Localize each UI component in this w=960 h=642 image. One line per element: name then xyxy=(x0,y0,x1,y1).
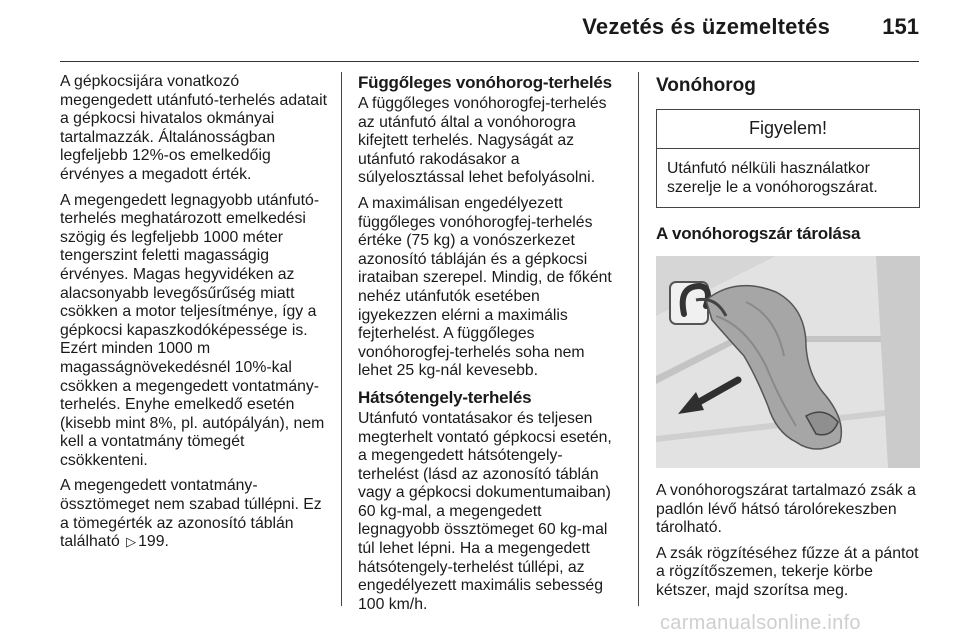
heading-vertical-load: Függőleges vonóhorog-terhelés xyxy=(358,73,612,92)
towbar-bag-illustration xyxy=(656,256,920,468)
column-divider-1 xyxy=(341,72,342,606)
page-reference-arrow-icon: ▷ xyxy=(126,534,137,550)
paragraph-altitude: A megengedett legnagyobb utánfutó-terhelés meghatározott emelkedési szögig és legfeljebb 1000 méter tengerszint feletti magasságig érvényes. Magas hegyvidéken az alacsonyabb levegősűrűség miatt csökken a motor teljesítménye, így a gépkocsi kapaszkodóképessége is. Ezért minden 1000 m magasságnövekedésnél 10%-kal csökken a megengedett vontatmány-terhelés. Enyhe emelkedő esetén (kisebb mint 8%, pl. autópályán), nem kell a vontatmány tömegét csökkenteni. xyxy=(60,191,325,469)
page-reference-number: 199. xyxy=(138,533,169,551)
paragraph-trailer-load: A gépkocsijára vonatkozó megengedett utánfutó-terhelés adatait a gépkocsi hivatalos okmányai tartalmazzák. Általánosságban legfeljebb 12%-os emelkedőig érvényes a megadott érték. xyxy=(60,73,327,183)
watermark: carmanualsonline.info xyxy=(660,612,861,634)
paragraph-vertical-load-max: A maximálisan engedélyezett függőleges vonóhorogfej-terhelés értéke (75 kg) a vonószerkezet azonosító tábláján és a gépkocsi irataiban szerepel. Mindig, de főként nehéz utánfutók esetében igyekezzen elérni a maximális fejterhelést. A függőleges vonóhorogfej-terhelés soha nem lehet 25 kg-nál kevesebb. xyxy=(358,194,612,380)
paragraph-strap-fastening: A zsák rögzítéséhez fűzze át a pántot a rögzítőszemen, tekerje körbe kétszer, majd szorítsa meg. xyxy=(656,544,919,599)
notice-title: Figyelem! xyxy=(657,110,919,149)
column-divider-2 xyxy=(638,72,639,606)
column-2 xyxy=(358,73,620,621)
heading-rear-axle-load: Hátsótengely-terhelés xyxy=(358,387,532,407)
paragraph-gross-weight-text: A megengedett vontatmány-össztömeget nem szabad túllépni. Ez a tömegérték az azonosító táblán található xyxy=(60,477,322,551)
paragraph-gross-weight xyxy=(60,477,328,551)
heading-towbar-storage: A vonóhorogszár tárolása xyxy=(656,224,861,243)
towbar-bag-icon xyxy=(656,256,920,468)
running-header-title: Vezetés és üzemeltetés xyxy=(582,14,830,39)
notice-body: Utánfutó nélküli használatkor szerelje le a vonóhorogszárat. xyxy=(667,160,878,196)
column-1 xyxy=(60,73,328,559)
page-number: 151 xyxy=(882,14,919,39)
notice-box xyxy=(656,109,920,208)
column-3 xyxy=(656,73,920,608)
paragraph-storage-location: A vonóhorogszárat tartalmazó zsák a padlón lévő hátsó tárolórekeszben tárolható. xyxy=(656,482,916,537)
header-divider xyxy=(60,61,919,62)
heading-towbar: Vonóhorog xyxy=(656,75,756,96)
paragraph-vertical-load-def: A függőleges vonóhorogfej-terhelés az utánfutó által a vonóhorogra kifejtett terhelés. Nagyságát az utánfutó rakodásakor a súlyelosztással lehet befolyásolni. xyxy=(358,95,607,187)
paragraph-rear-axle-load: Utánfutó vontatásakor és teljesen megterhelt vontató gépkocsi esetén, a megengedett hátsótengely-terhelést (lásd az azonosító táblán vagy a gépkocsi dokumentumaiban) 60 kg-mal, a megengedett legnagyobb össztömeget 60 kg-mal túl lehet lépni. Ha a megengedett hátsótengely-terhelést túllépi, az engedélyezett maximális sebesség 100 km/h. xyxy=(358,409,612,613)
